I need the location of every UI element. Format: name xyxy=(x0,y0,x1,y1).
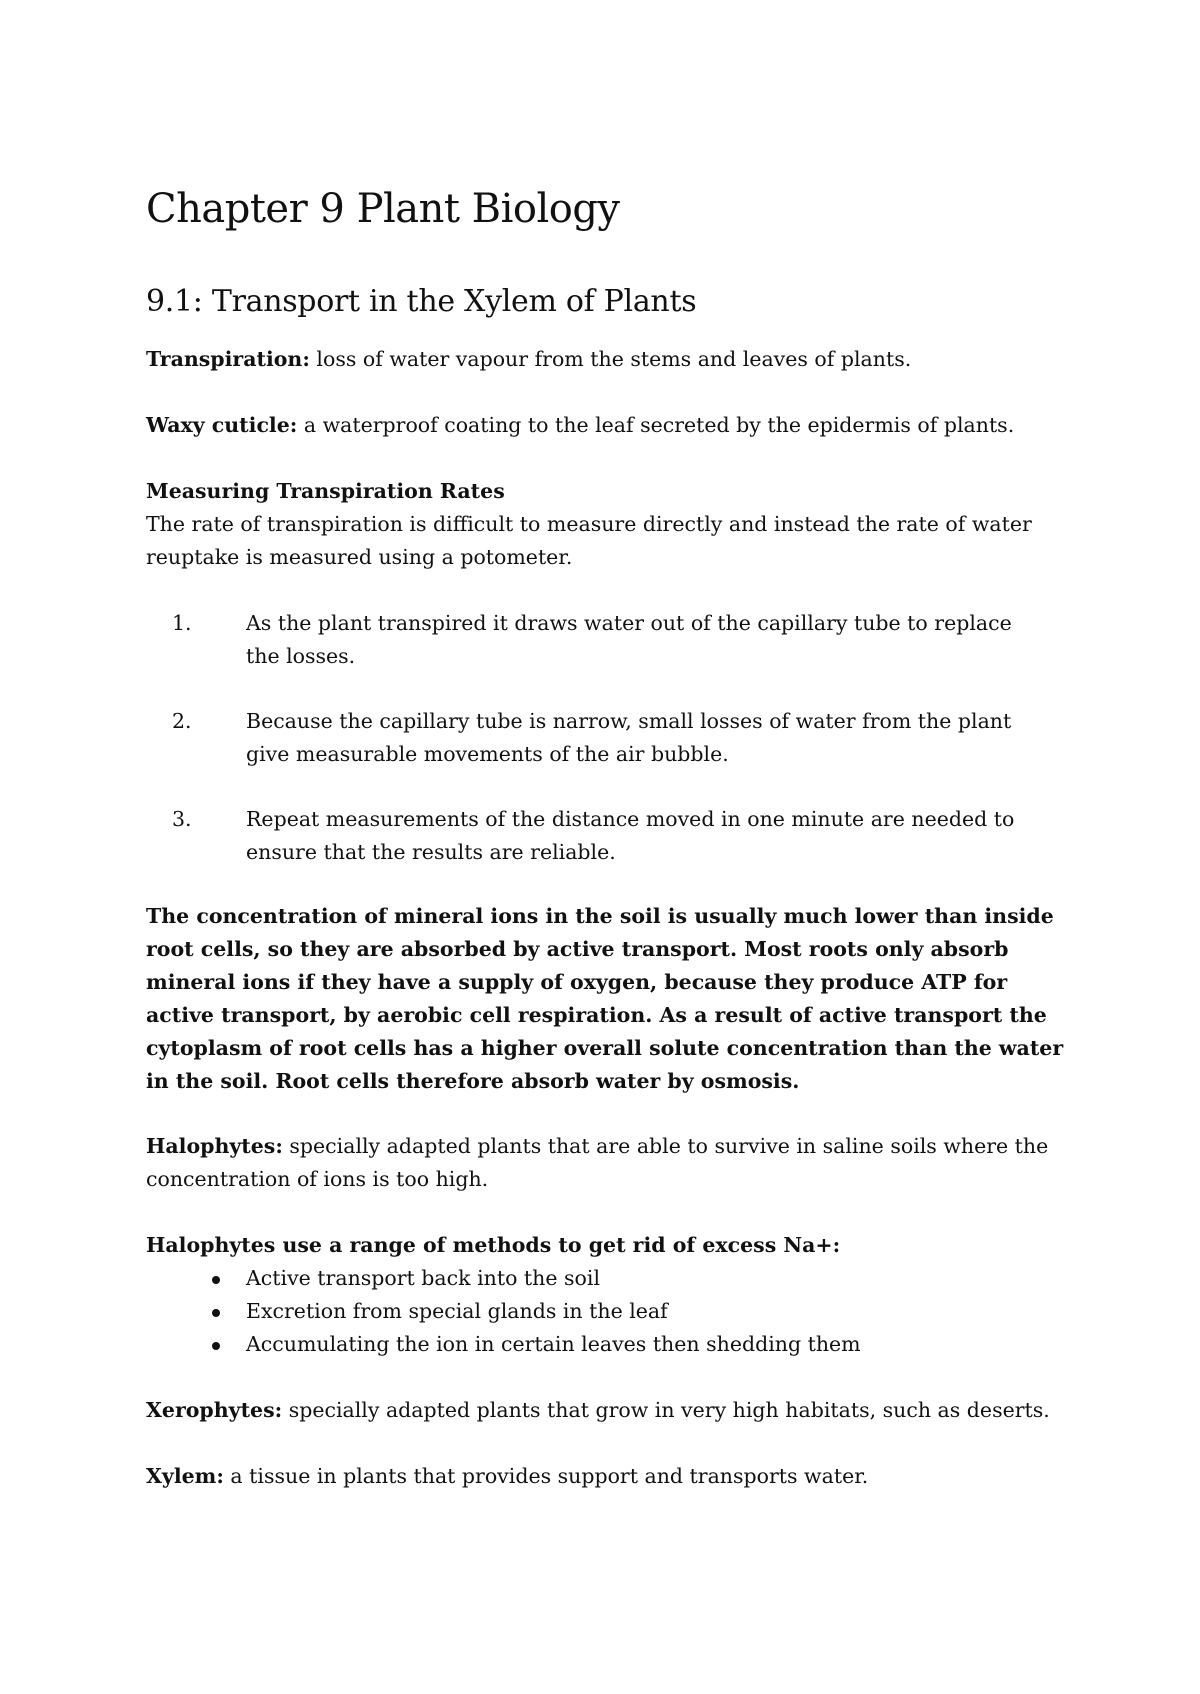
waxy-cuticle-definition xyxy=(146,409,1076,442)
halophytes-text: specially adapted plants that are able to survive in saline soils where the concentration of ions is too high. xyxy=(146,1134,1049,1191)
bullet-icon xyxy=(212,1342,220,1350)
xylem-definition xyxy=(146,1460,1076,1493)
halophyte-methods-heading: Halophytes use a range of methods to get rid of excess Na+: xyxy=(146,1233,841,1257)
xerophytes-definition xyxy=(146,1394,1076,1427)
measuring-heading: Measuring Transpiration Rates xyxy=(146,479,505,503)
mineral-ions-paragraph: The concentration of mineral ions in the soil is usually much lower than inside root cells, so they are absorbed by active transport. Most roots only absorb mineral ions if they have a supply of oxygen, because they produce ATP for active transport, by aerobic cell respiration. As a result of active transport the cytoplasm of root cells has a higher overall solute concentration than the water in the soil. Root cells therefore absorb water by osmosis. xyxy=(146,904,1064,1093)
bullet-text: Excretion from special glands in the leaf xyxy=(246,1299,668,1323)
list-number: 1. xyxy=(172,611,192,635)
list-number: 2. xyxy=(172,709,192,733)
bullet-icon xyxy=(212,1276,220,1284)
halophytes-term: Halophytes: xyxy=(146,1134,283,1158)
halophytes-definition xyxy=(146,1130,1076,1196)
bullet-text: Accumulating the ion in certain leaves then shedding them xyxy=(246,1332,861,1356)
list-text: Because the capillary tube is narrow, small losses of water from the plant give measurable movements of the air bubble. xyxy=(246,709,1012,766)
chapter-title: Chapter 9 Plant Biology xyxy=(146,186,620,232)
transpiration-text: loss of water vapour from the stems and leaves of plants. xyxy=(309,347,912,371)
list-number: 3. xyxy=(172,807,192,831)
measuring-text: The rate of transpiration is difficult to measure directly and instead the rate of water reuptake is measured using a potometer. xyxy=(146,512,1032,569)
xylem-text: a tissue in plants that provides support and transports water. xyxy=(223,1464,869,1488)
waxy-cuticle-term: Waxy cuticle: xyxy=(146,413,298,437)
xerophytes-text: specially adapted plants that grow in very high habitats, such as deserts. xyxy=(282,1398,1050,1422)
transpiration-definition xyxy=(146,343,1076,376)
list-text: Repeat measurements of the distance moved in one minute are needed to ensure that the results are reliable. xyxy=(246,807,1015,864)
transpiration-term: Transpiration: xyxy=(146,347,310,371)
xylem-term: Xylem: xyxy=(146,1464,224,1488)
xerophytes-term: Xerophytes: xyxy=(146,1398,283,1422)
list-text: As the plant transpired it draws water out of the capillary tube to replace the losses. xyxy=(246,611,1012,668)
section-title: 9.1: Transport in the Xylem of Plants xyxy=(146,284,697,319)
waxy-cuticle-text: a waterproof coating to the leaf secreted by the epidermis of plants. xyxy=(297,413,1015,437)
bullet-text: Active transport back into the soil xyxy=(246,1266,600,1290)
bullet-icon xyxy=(212,1309,220,1317)
